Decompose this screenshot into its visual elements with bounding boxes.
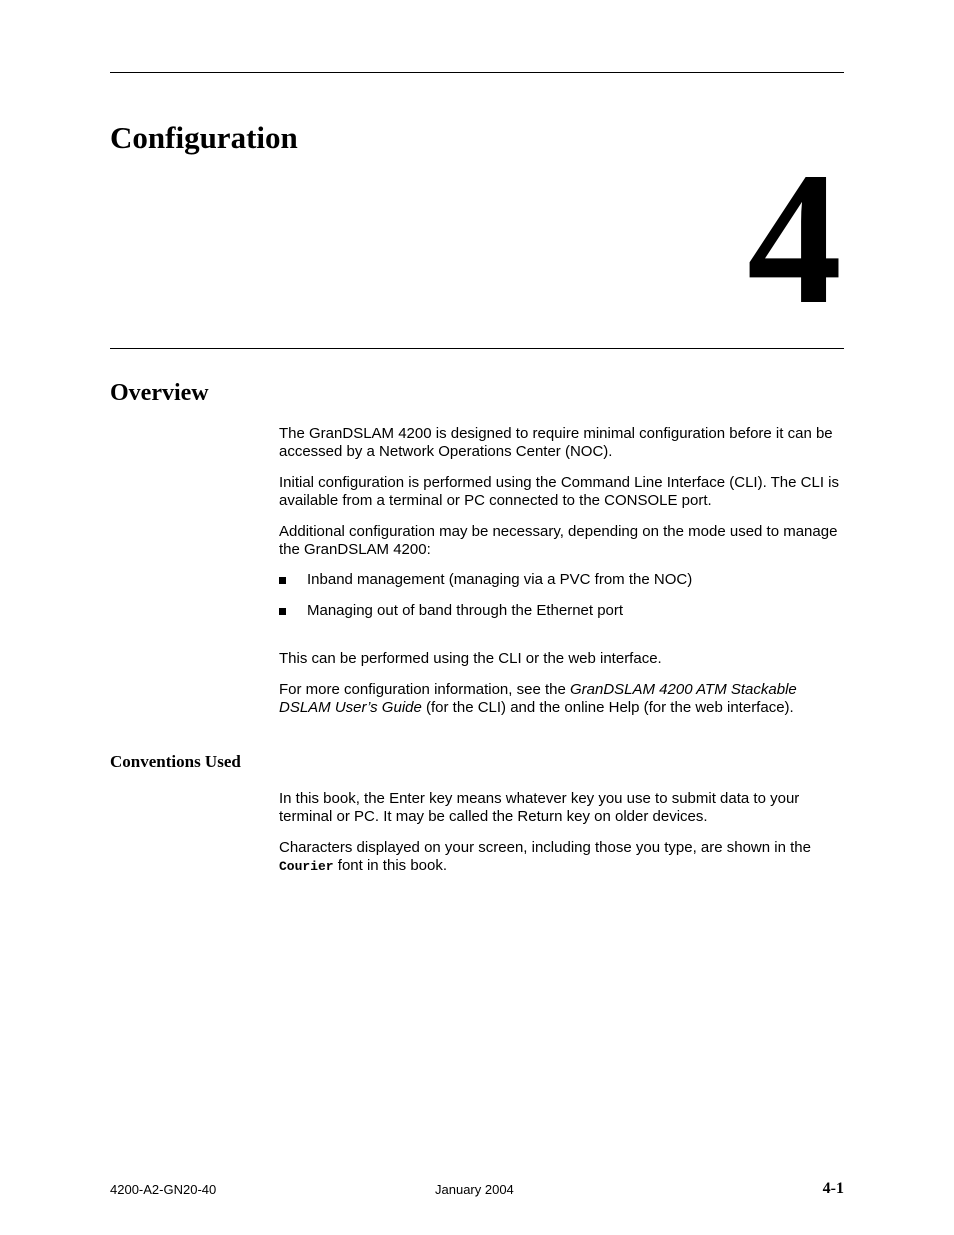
overview-paragraph: The GranDSLAM 4200 is designed to require minimal configuration before it can be accessed by a Network Operations Center (NOC). [279, 425, 833, 460]
overview-heading: Overview [110, 380, 209, 406]
conventions-prefix: Characters displayed on your screen, including those you type, are shown in the [279, 839, 811, 856]
conventions-suffix: font in this book. [333, 857, 448, 874]
overview-body [279, 425, 845, 717]
list-item-text: Inband management (managing via a PVC from the NOC) [307, 571, 693, 588]
footer-page-number: 4-1 [822, 1180, 844, 1197]
list-item [279, 571, 845, 589]
chapter-number: 4 [747, 134, 842, 344]
chapter-divider-rule [110, 348, 844, 349]
more-info-suffix: (for the CLI) and the online Help (for the web interface). [421, 699, 794, 716]
more-info-prefix: For more configuration information, see the [279, 681, 570, 698]
conventions-paragraph [279, 839, 845, 876]
list-item [279, 602, 845, 620]
management-mode-list [279, 571, 845, 620]
overview-paragraph: Initial configuration is performed using the Command Line Interface (CLI). The CLI is available from a terminal or PC connected to the CONSOLE port. [279, 474, 839, 509]
conventions-heading: Conventions Used [110, 752, 241, 771]
overview-paragraph: This can be performed using the CLI or the web interface. [279, 650, 662, 667]
footer-date: January 2004 [435, 1182, 514, 1197]
top-rule [110, 72, 844, 73]
conventions-paragraph: In this book, the Enter key means whatever key you use to submit data to your terminal or PC. It may be called the Return key on older devices. [279, 790, 800, 825]
square-bullet-icon [279, 577, 286, 584]
overview-paragraph: Additional configuration may be necessary, depending on the mode used to manage the GranDSLAM 4200: [279, 523, 838, 558]
footer-doc-number: 4200-A2-GN20-40 [110, 1182, 217, 1197]
square-bullet-icon [279, 608, 286, 615]
list-item-text: Managing out of band through the Ethernet port [307, 602, 624, 619]
conventions-body [279, 790, 845, 876]
users-guide-title: GranDSLAM 4200 ATM Stackable DSLAM User’s Guide [279, 681, 797, 716]
more-info-paragraph [279, 681, 845, 717]
courier-sample: Courier [279, 859, 334, 874]
chapter-title: Configuration [110, 120, 298, 155]
